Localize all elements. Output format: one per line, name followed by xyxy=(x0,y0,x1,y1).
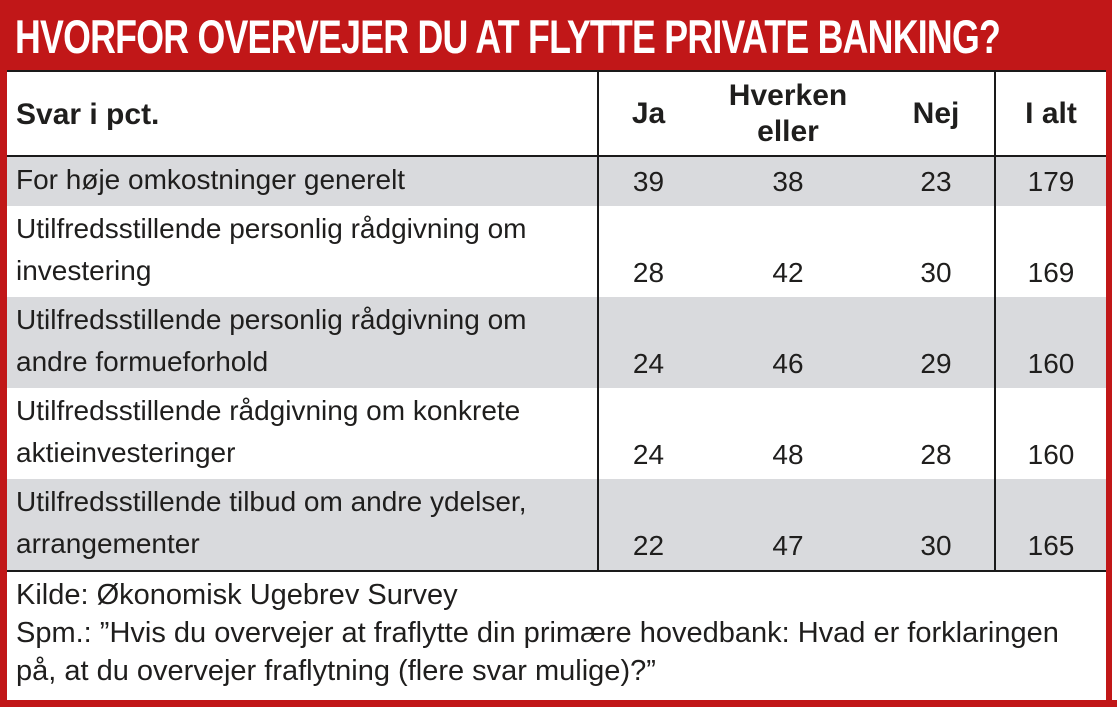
page-title: HVORFOR OVERVEJER DU AT FLYTTE PRIVATE BANKING? xyxy=(15,9,1001,63)
cell-ja: 22 xyxy=(598,479,698,571)
row-label: Utilfredsstillende personlig rådgivning om andre formueforhold xyxy=(7,297,598,388)
row-label: Utilfredsstillende rådgivning om konkrete aktieinvesteringer xyxy=(7,388,598,479)
cell-hverken-eller: 42 xyxy=(772,257,804,288)
cell-nej: 28 xyxy=(878,388,995,479)
cell-ja: 39 xyxy=(632,166,665,197)
column-header-hverken-eller: Hverken eller xyxy=(698,71,878,156)
bottom-accent-bar xyxy=(0,700,1117,707)
table-row-5 xyxy=(7,479,1106,571)
survey-table xyxy=(7,70,1106,700)
cell-i-alt: 165 xyxy=(995,479,1106,571)
source-note: Kilde: Økonomisk Ugebrev Survey xyxy=(16,579,458,611)
question-note: Spm.: ”Hvis du overvejer at fraflytte din primære hovedbank: Hvad er forklaringen på, at du overvejer fraflytning (flere svar mulige)?” xyxy=(16,617,1059,687)
column-header-ja: Ja xyxy=(598,71,698,156)
table-row-1 xyxy=(7,156,1106,206)
column-header-i-alt: I alt xyxy=(995,71,1106,156)
cell-i-alt: 160 xyxy=(1027,348,1075,379)
cell-hverken-eller: 46 xyxy=(772,348,804,379)
row-label: Utilfredsstillende personlig rådgivning om investering xyxy=(7,206,598,297)
cell-nej: 30 xyxy=(878,479,995,571)
row-label: Utilfredsstillende tilbud om andre ydelser, arrangementer xyxy=(7,479,598,571)
cell-hverken-eller: 38 xyxy=(772,166,804,197)
table-footnote-row xyxy=(7,571,1106,700)
cell-ja: 28 xyxy=(632,257,665,288)
title-bar xyxy=(0,0,1112,70)
cell-hverken-eller: 48 xyxy=(772,439,804,470)
table-sheet xyxy=(0,70,1112,700)
footnote-cell xyxy=(7,571,1106,700)
cell-nej: 29 xyxy=(878,297,995,388)
table-header-row xyxy=(7,71,1106,156)
row-label: For høje omkostninger generelt xyxy=(7,156,598,206)
cell-i-alt: 160 xyxy=(1027,439,1075,470)
column-header-unit: Svar i pct. xyxy=(7,71,598,156)
cell-ja: 24 xyxy=(632,439,665,470)
table-row-3 xyxy=(7,297,1106,388)
cell-nej: 23 xyxy=(878,156,995,206)
table-row-2 xyxy=(7,206,1106,297)
cell-i-alt: 179 xyxy=(1027,166,1075,197)
cell-nej: 30 xyxy=(878,206,995,297)
cell-i-alt: 169 xyxy=(1027,257,1075,288)
cell-hverken-eller: 47 xyxy=(698,479,878,571)
cell-ja: 24 xyxy=(632,348,665,379)
table-row-4 xyxy=(7,388,1106,479)
column-header-nej: Nej xyxy=(878,71,995,156)
